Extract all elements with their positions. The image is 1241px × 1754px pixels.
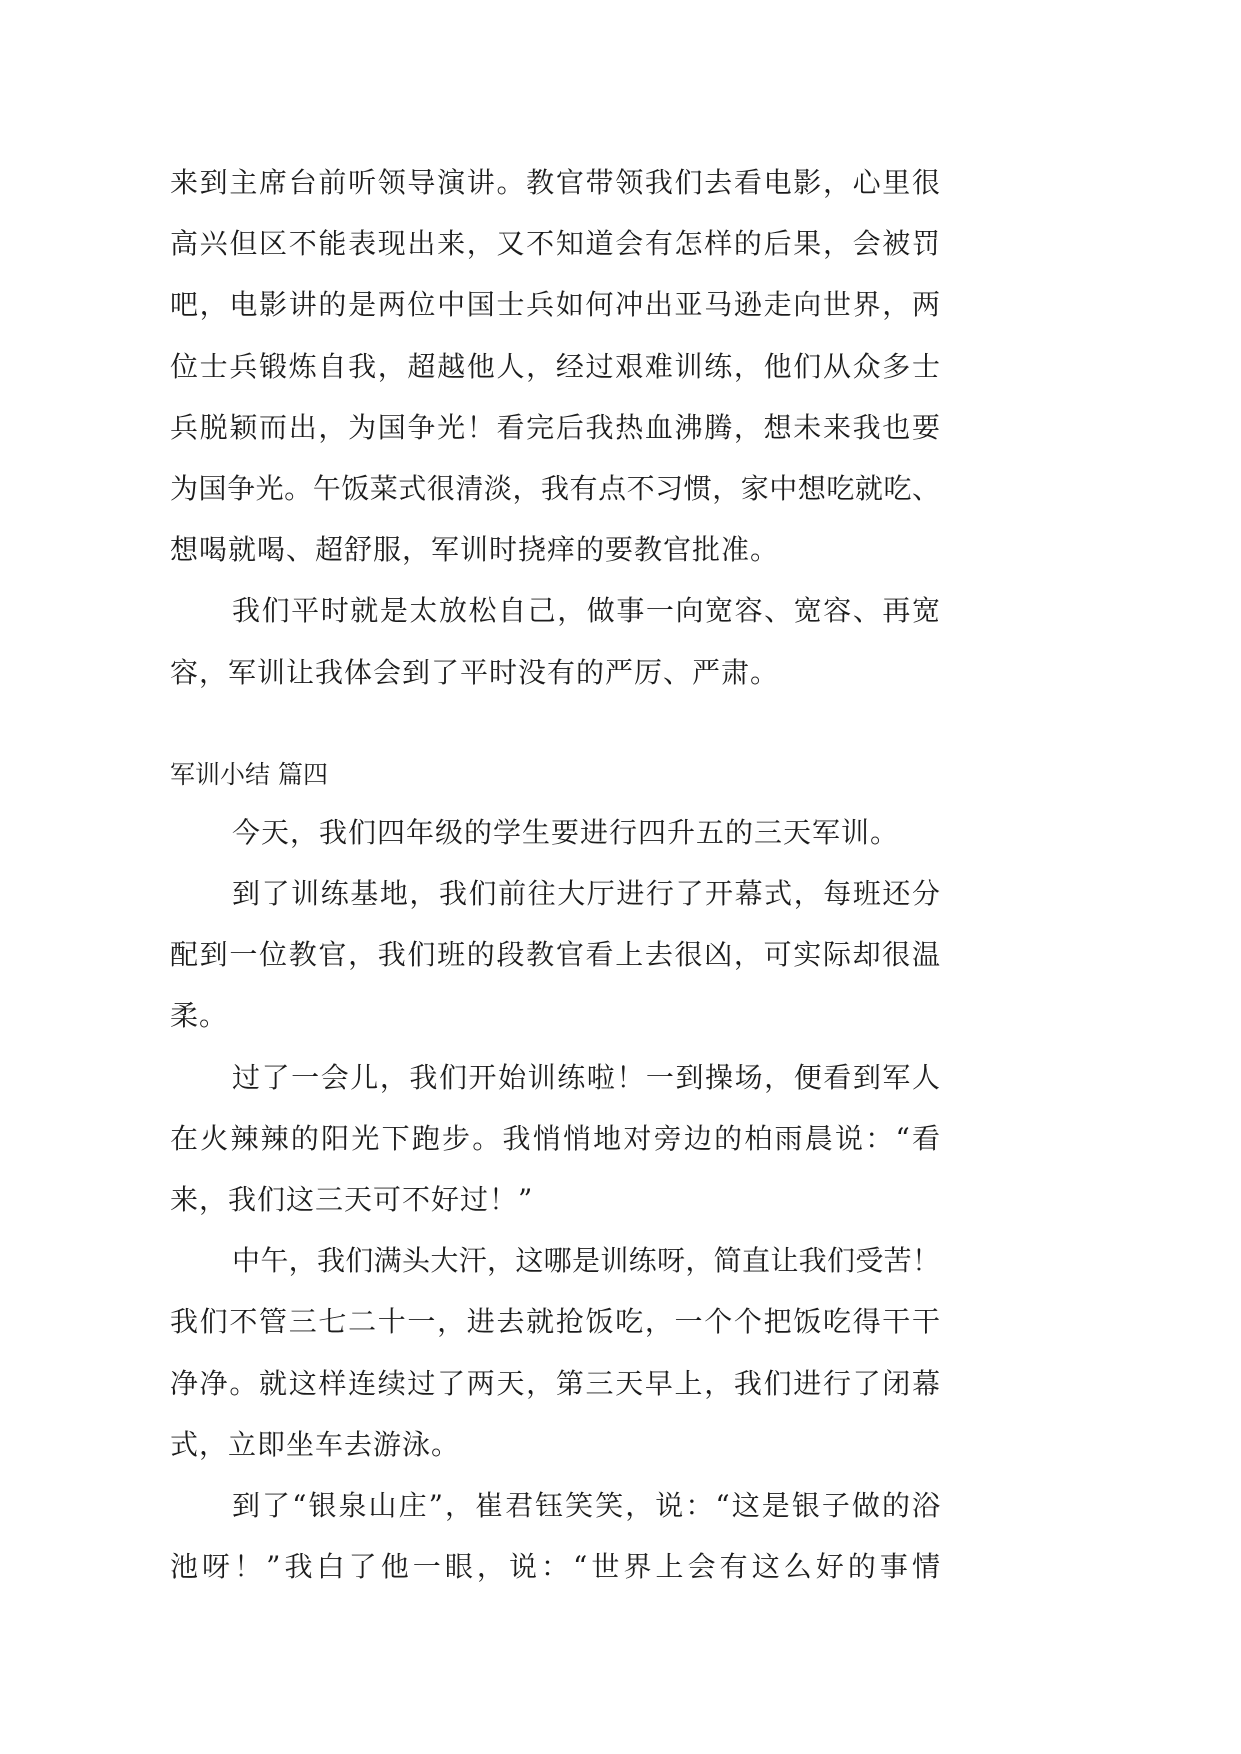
text-line: 我们不管三七二十一，进去就抢饭吃，一个个把饭吃得干干 [170,1305,940,1339]
document-page [170,152,940,1597]
paragraph [170,152,940,580]
paragraph [170,1047,940,1231]
text-line: 来到主席台前听领导演讲。教官带领我们去看电影，心里很 [170,166,940,199]
paragraph [170,1475,940,1597]
paragraph [170,580,940,702]
text-line: 到了“银泉山庄”，崔君钰笑笑，说：“这是银子做的浴 [232,1488,940,1522]
text-line: 池呀！”我白了他一眼，说：“世界上会有这么好的事情 [170,1550,940,1584]
text-line: 配到一位教官，我们班的段教官看上去很凶，可实际却很温 [170,938,940,972]
text-line: 柔。 [170,999,229,1033]
paragraph [170,802,940,863]
text-line: 今天，我们四年级的学生要进行四升五的三天军训。 [232,815,900,849]
text-line: 来，我们这三天可不好过！” [170,1183,534,1216]
paragraph [170,1230,940,1475]
text-line: 容，军训让我体会到了平时没有的严厉、严肃。 [170,655,780,689]
text-line: 中午，我们满头大汗，这哪是训练呀，简直让我们受苦！ [232,1244,940,1278]
text-line: 为国争光。午饭菜式很清淡，我有点不习惯，家中想吃就吃、 [170,471,940,505]
text-line: 位士兵锻炼自我，超越他人，经过艰难训练，他们从众多士 [170,349,940,383]
text-line: 到了训练基地，我们前往大厅进行了开幕式，每班还分 [232,877,940,911]
text-line: 我们平时就是太放松自己，做事一向宽容、宽容、再宽 [232,594,940,628]
text-line: 在火辣辣的阳光下跑步。我悄悄地对旁边的柏雨晨说：“看 [170,1121,940,1155]
section-heading: 军训小结 篇四 [170,759,328,789]
text-line: 想喝就喝、超舒服，军训时挠痒的要教官批准。 [170,533,780,567]
text-line: 高兴但区不能表现出来，又不知道会有怎样的后果，会被罚 [170,227,940,261]
text-line: 吧，电影讲的是两位中国士兵如何冲出亚马逊走向世界，两 [170,288,940,322]
text-line: 兵脱颖而出，为国争光！看完后我热血沸腾，想未来我也要 [170,410,940,444]
text-line: 过了一会儿，我们开始训练啦！一到操场，便看到军人 [232,1060,940,1094]
paragraph [170,863,940,1047]
text-line: 净净。就这样连续过了两天，第三天早上，我们进行了闭幕 [170,1366,940,1400]
text-line: 式，立即坐车去游泳。 [170,1427,461,1461]
